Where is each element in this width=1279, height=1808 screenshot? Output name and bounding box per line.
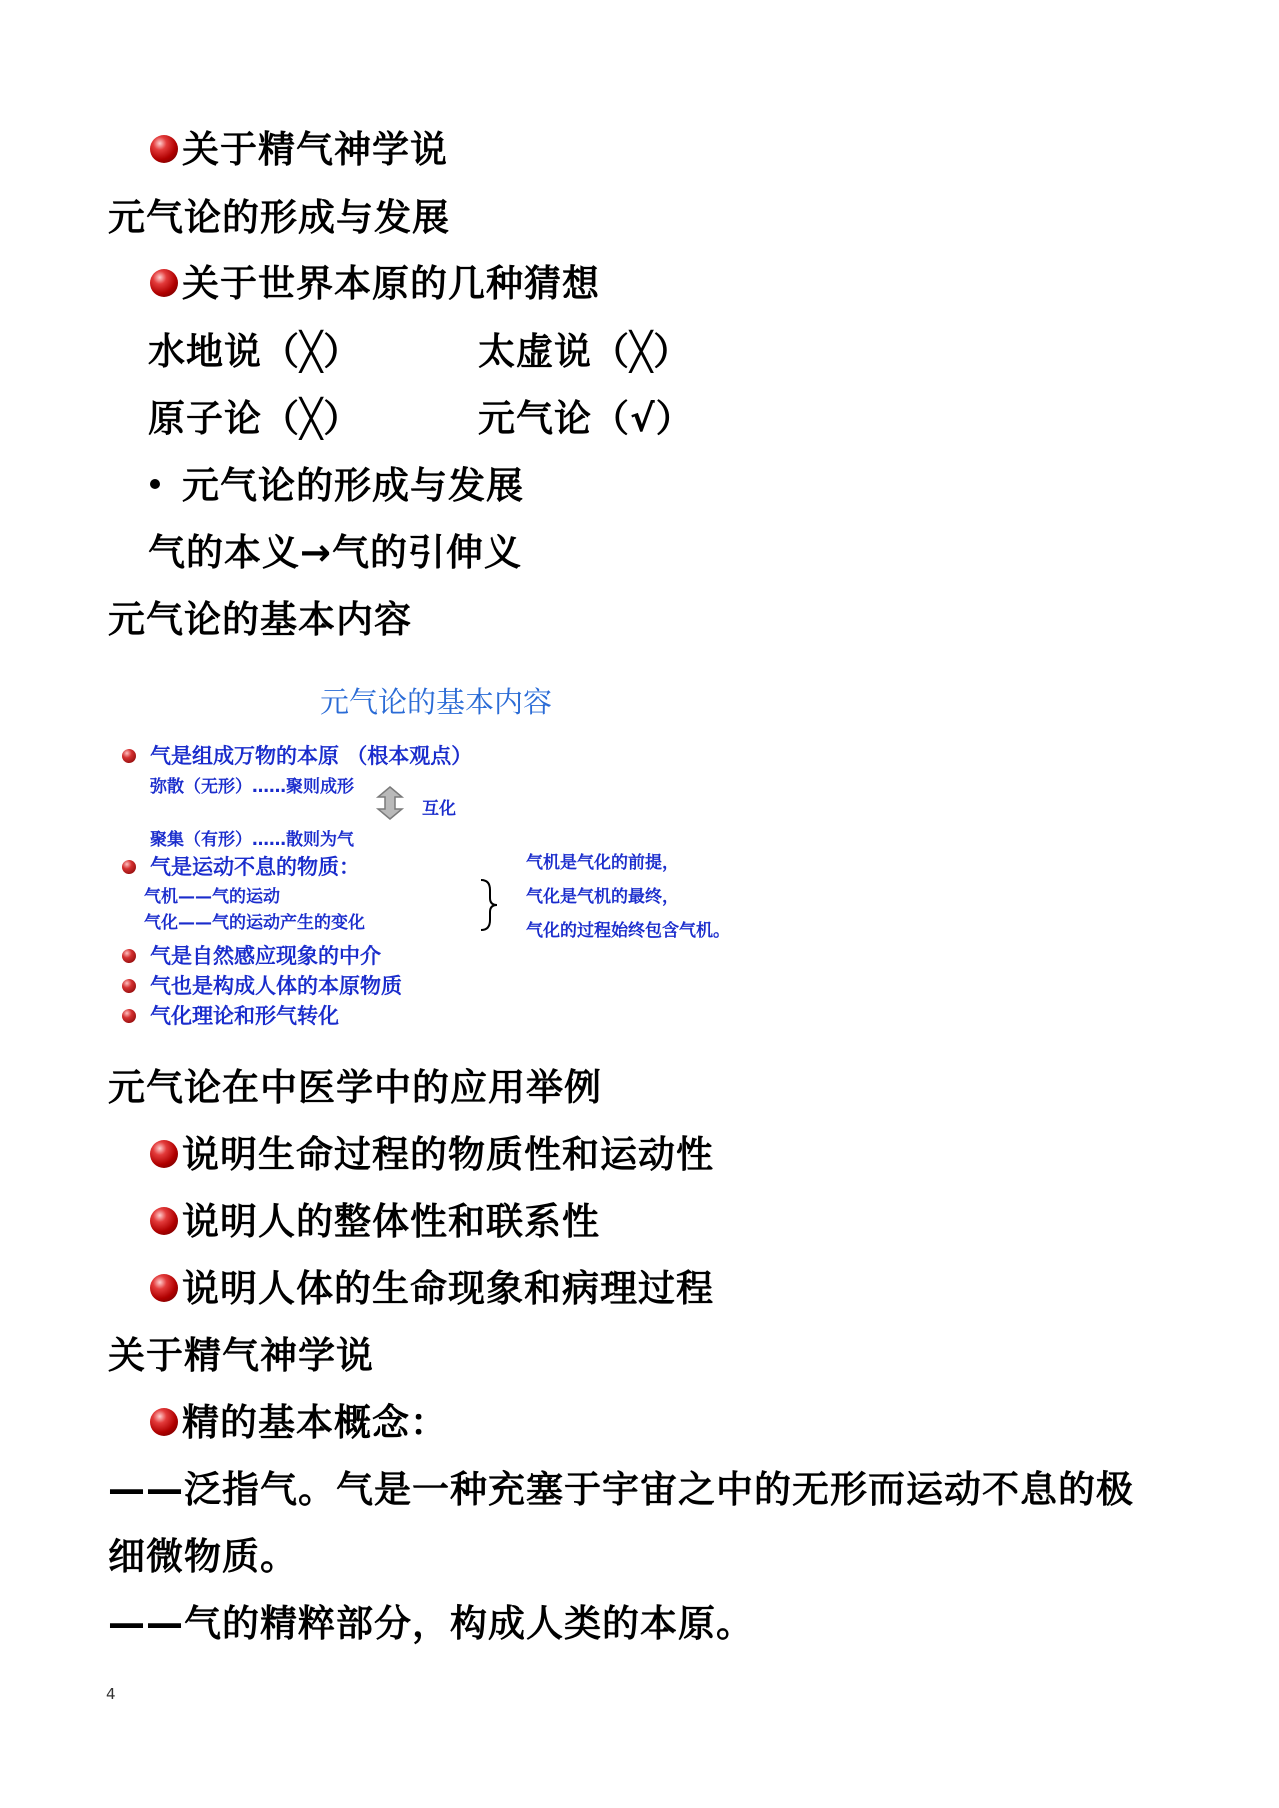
dot-item-formation: 元气论的形成与发展 bbox=[144, 464, 524, 508]
theory-taixu: 太虚说（╳） bbox=[478, 330, 692, 373]
theory-yuanzi: 原子论（╳） bbox=[148, 397, 362, 440]
slide-point-4: 气也是构成人体的本原物质 bbox=[150, 974, 402, 998]
slide-point-2-final: 气化是气机的最终， bbox=[526, 887, 679, 907]
slide-point-2-qiji: 气机——气的运动 bbox=[144, 887, 280, 907]
slide-point-1-gathered: 聚集（有形）……散则为气 bbox=[150, 830, 354, 850]
theory-shuidi: 水地说（╳） bbox=[148, 330, 362, 373]
red-ball-bullet-icon bbox=[150, 1408, 178, 1436]
slide-bullet-icon bbox=[122, 1009, 136, 1023]
slide-point-1-dispersed: 弥散（无形）……聚则成形 bbox=[150, 777, 354, 797]
section-heading-jingqishen: 关于精气神学说 bbox=[108, 1334, 374, 1377]
slide-bullet-icon bbox=[122, 979, 136, 993]
bullet-item-pathology: 说明人体的生命现象和病理过程 bbox=[150, 1267, 714, 1311]
theory-yuanqi: 元气论（√） bbox=[478, 397, 694, 440]
slide-bullet-icon bbox=[122, 949, 136, 963]
slide-point-5: 气化理论和形气转化 bbox=[150, 1004, 339, 1028]
embedded-slide-basic-content bbox=[110, 672, 890, 1032]
section-heading-formation: 元气论的形成与发展 bbox=[108, 196, 450, 239]
right-arrow-icon: → bbox=[300, 531, 333, 574]
right-brace-icon bbox=[478, 878, 500, 936]
slide-point-2: 气是运动不息的物质： bbox=[150, 855, 360, 879]
red-ball-bullet-icon bbox=[150, 269, 178, 297]
slide-title: 元气论的基本内容 bbox=[320, 685, 553, 719]
slide-point-2-process: 气化的过程始终包含气机。 bbox=[526, 921, 730, 941]
double-arrow-icon bbox=[375, 786, 405, 824]
red-ball-bullet-icon bbox=[150, 1140, 178, 1168]
slide-point-1-interchange: 互化 bbox=[422, 799, 456, 819]
bullet-item-material: 说明生命过程的物质性和运动性 bbox=[150, 1133, 714, 1177]
bullet-heading-jing: 精的基本概念： bbox=[150, 1401, 448, 1445]
page-number: 4 bbox=[106, 1685, 116, 1703]
red-ball-bullet-icon bbox=[150, 1274, 178, 1302]
slide-bullet-icon bbox=[122, 749, 136, 763]
red-ball-bullet-icon bbox=[150, 135, 178, 163]
qi-meaning-line: 气的本义→气的引伸义 bbox=[148, 531, 523, 574]
slide-point-1: 气是组成万物的本原 （根本观点） bbox=[150, 744, 473, 768]
definition-line-2: ——气的精粹部分，构成人类的本原。 bbox=[108, 1602, 754, 1645]
slide-point-3: 气是自然感应现象的中介 bbox=[150, 944, 381, 968]
slide-point-2-premise: 气机是气化的前提， bbox=[526, 853, 679, 873]
definition-line-1-cont: 细微物质。 bbox=[108, 1535, 298, 1578]
slide-point-2-qihua: 气化——气的运动产生的变化 bbox=[144, 913, 365, 933]
bullet-dot-icon bbox=[150, 479, 160, 489]
bullet-heading-jingqishen: 关于精气神学说 bbox=[150, 128, 448, 172]
red-ball-bullet-icon bbox=[150, 1207, 178, 1235]
section-heading-basic-content: 元气论的基本内容 bbox=[108, 598, 412, 641]
bullet-item-holism: 说明人的整体性和联系性 bbox=[150, 1200, 600, 1244]
bullet-heading-origin: 关于世界本原的几种猜想 bbox=[150, 262, 600, 306]
definition-line-1: ——泛指气。气是一种充塞于宇宙之中的无形而运动不息的极 bbox=[108, 1468, 1134, 1511]
section-heading-application: 元气论在中医学中的应用举例 bbox=[108, 1066, 602, 1109]
slide-bullet-icon bbox=[122, 860, 136, 874]
